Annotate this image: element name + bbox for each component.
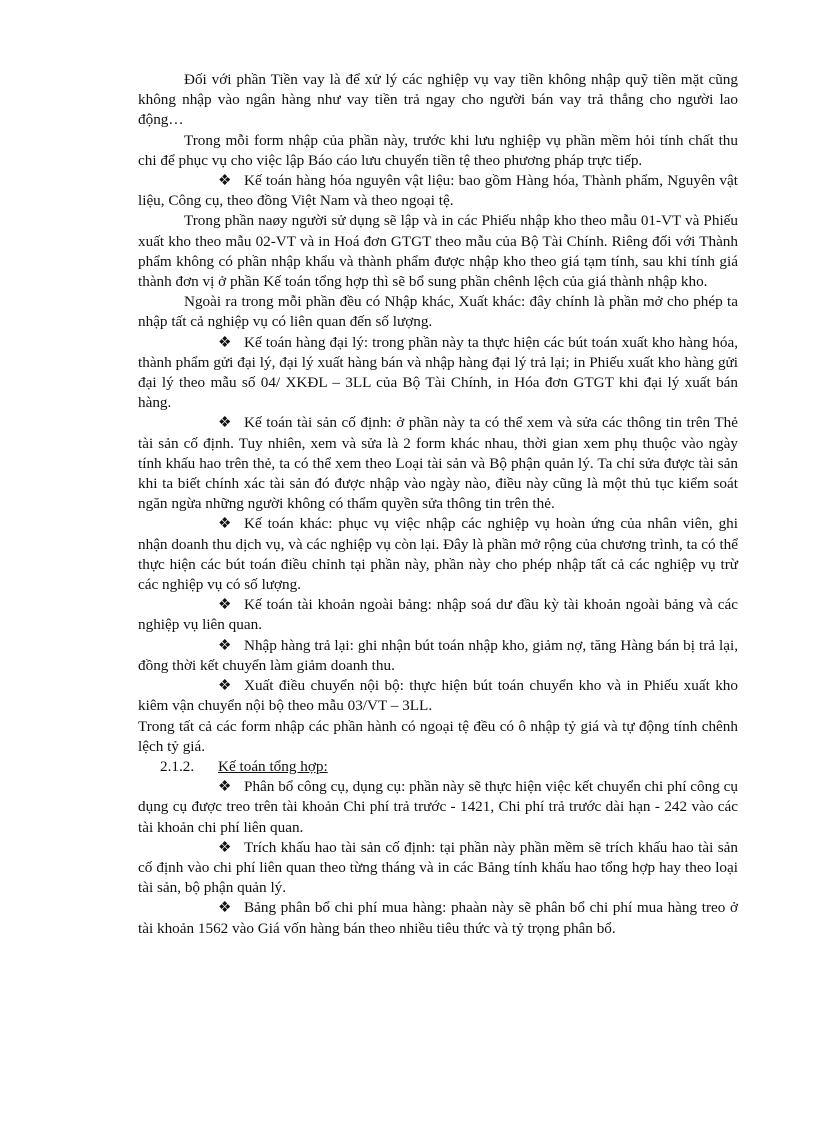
bullet-returns (138, 636, 738, 676)
bullet-other-accounting (138, 514, 738, 595)
bullet-off-balance (138, 595, 738, 635)
section-heading (138, 757, 738, 777)
bullet-agency-goods (138, 333, 738, 414)
bullet-inventory (138, 171, 738, 211)
bullet-diamond-icon: ❖ (218, 899, 232, 917)
bullet-diamond-icon: ❖ (218, 778, 232, 796)
bullet-text: Kế toán khác: phục vụ việc nhập các nghiệp vụ hoàn ứng của nhân viên, ghi nhận doanh thu dịch vụ, và các nghiệp vụ còn lại. Đây là phần mở rộng của chương trình, ta có thể thực hiện các bút toán điều chỉnh tại phần này, phần này cho phép nhập tất cả các nghiệp vụ trừ các nghiệp vụ có số lượng. (138, 515, 738, 594)
bullet-diamond-icon: ❖ (218, 596, 232, 614)
bullet-fixed-assets (138, 413, 738, 514)
bullet-purchase-cost-allocation (138, 898, 738, 938)
bullet-depreciation (138, 838, 738, 899)
bullet-tool-allocation (138, 777, 738, 838)
bullet-text: Kế toán tài sản cố định: ở phần này ta có thể xem và sửa các thông tin trên Thẻ tài sản cố định. Tuy nhiên, xem và sửa là 2 form khác nhau, thời gian xem phụ thuộc vào ngày tính khấu hao trên thẻ, ta có thể xem theo Loại tài sản và Bộ phận quản lý. Ta chỉ sửa được tài sản khi ta biết chính xác tài sản đó được nhập vào ngày nào, điều này cũng là một thủ tục kiểm soát ngăn ngừa những người không có thẩm quyền sửa thông tin trên thẻ. (138, 414, 738, 513)
bullet-text: Phân bổ công cụ, dụng cụ: phần này sẽ thực hiện việc kết chuyển chi phí công cụ dụng cụ được treo trên tài khoản Chi phí trả trước - 1421, Chi phí trả trước dài hạn - 242 vào các tài khoản chi phí liên quan. (138, 778, 738, 836)
bullet-diamond-icon: ❖ (218, 636, 232, 654)
bullet-text: Kế toán hàng hóa nguyên vật liệu: bao gồm Hàng hóa, Thành phẩm, Nguyên vật liệu, Công cụ, theo đồng Việt Nam và theo ngoại tệ. (138, 172, 738, 210)
bullet-text: Xuất điều chuyển nội bộ: thực hiện bút toán chuyển kho và in Phiếu xuất kho kiêm vận chuyển nội bộ theo mẫu 03/VT – 3LL. (138, 677, 738, 715)
paragraph-other-entries: Ngoài ra trong mỗi phần đều có Nhập khác, Xuất khác: đây chính là phần mở cho phép ta nhập tất cả nghiệp vụ có liên quan đến số lượng. (138, 293, 738, 331)
paragraph-exchange-rate: Trong tất cả các form nhập các phần hành có ngoại tệ đều có ô nhập tỷ giá và tự động tính chênh lệch tỷ giá. (138, 717, 738, 755)
bullet-text: Nhập hàng trả lại: ghi nhận bút toán nhập kho, giảm nợ, tăng Hàng bán bị trả lại, đồng thời kết chuyển làm giảm doanh thu. (138, 636, 738, 674)
paragraph-loan: Đối với phần Tiền vay là để xử lý các nghiệp vụ vay tiền không nhập quỹ tiền mặt cũng không nhập vào ngân hàng như vay tiền trả ngay cho người bán vay trả thẳng cho người lao động… (138, 71, 738, 129)
bullet-diamond-icon: ❖ (218, 515, 232, 533)
bullet-diamond-icon: ❖ (218, 838, 232, 856)
bullet-internal-transfer (138, 676, 738, 716)
bullet-diamond-icon: ❖ (218, 172, 232, 190)
bullet-diamond-icon: ❖ (218, 677, 232, 695)
section-title: Kế toán tổng hợp: (218, 757, 328, 775)
paragraph-cashflow: Trong mỗi form nhập của phần này, trước khi lưu nghiệp vụ phần mềm hỏi tính chất thu chi để phục vụ cho việc lập Báo cáo lưu chuyển tiền tệ theo phương pháp trực tiếp. (138, 131, 738, 169)
bullet-text: Kế toán tài khoản ngoài bảng: nhập soá dư đầu kỳ tài khoản ngoài bảng và các nghiệp vụ liên quan. (138, 596, 738, 634)
bullet-text: Kế toán hàng đại lý: trong phần này ta thực hiện các bút toán xuất kho hàng hóa, thành phẩm gửi đại lý, đại lý xuất hàng bán và nhập hàng đại lý trả lại; in Phiếu xuất kho hàng gửi đại lý theo mẫu số 04/ XKĐL – 3LL của Bộ Tài Chính, in Hóa đơn GTGT khi đại lý xuất bán hàng. (138, 333, 738, 412)
bullet-text: Bảng phân bổ chi phí mua hàng: phaàn này sẽ phân bổ chi phí mua hàng treo ở tài khoản 1562 vào Giá vốn hàng bán theo nhiều tiêu thức và tỷ trọng phân bổ. (138, 899, 738, 937)
section-number: 2.1.2. (160, 757, 195, 775)
paragraph-receipts: Trong phần naøy người sử dụng sẽ lập và in các Phiếu nhập kho theo mẫu 01-VT và Phiếu xuất kho theo mẫu 02-VT và in Hoá đơn GTGT theo mẫu của Bộ Tài Chính. Riêng đối với Thành phẩm không có phần nhập khẩu và thành phẩm được nhập kho theo giá tạm tính, sau khi tính giá thành đơn vị ở phần Kế toán tổng hợp thì sẽ bổ sung phần chênh lệch của giá thành nhập kho. (138, 212, 738, 291)
bullet-text: Trích khấu hao tài sản cố định: tại phần này phần mềm sẽ trích khấu hao tài sản cố định vào chi phí liên quan theo từng tháng và in các Bảng tính khấu hao tổng hợp hay theo loại tài sản, bộ phận quản lý. (138, 838, 738, 897)
bullet-diamond-icon: ❖ (218, 333, 232, 351)
document-page (138, 70, 738, 939)
bullet-diamond-icon: ❖ (218, 414, 232, 432)
